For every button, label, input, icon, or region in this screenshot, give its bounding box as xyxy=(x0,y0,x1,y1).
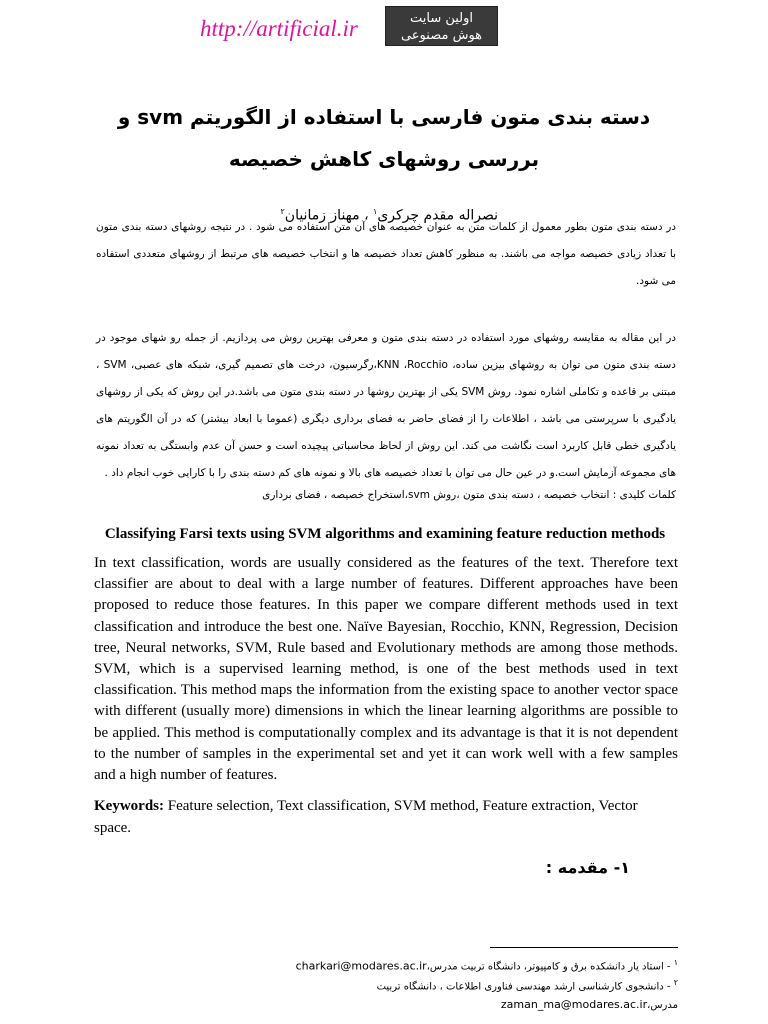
author-1-mark: ۱ xyxy=(373,207,378,216)
author-2-mark: ۲ xyxy=(280,207,285,216)
abstract-fa-paragraph-1: در دسته بندی متون بطور معمول از کلمات متن به عنوان خصیصه های آن متن استفاده می شود . در نتیجه روشهای دسته بندی متون با تعداد زیادی خصیصه مواجه می باشند. به منظور کاهش تعداد خصیصه ها و انتخاب خصیصه های مرتبط از روشهای متعددی استفاده می شود. xyxy=(96,221,676,287)
footnote-2-email[interactable]: zaman_ma@modares.ac.ir xyxy=(500,998,648,1012)
footnote-1-email[interactable]: charkari@modares.ac.ir xyxy=(295,959,427,973)
paper-title-en: Classifying Farsi texts using SVM algorithms and examining feature reduction methods xyxy=(104,526,666,542)
keywords-en xyxy=(94,796,678,840)
site-logo-badge xyxy=(385,6,498,46)
footnote-divider xyxy=(490,947,678,948)
badge-line-1: اولین سایت xyxy=(409,11,474,26)
badge-line-2: هوش مصنوعی xyxy=(400,28,483,43)
keywords-en-text: Feature selection, Text classification, SVM method, Feature extraction, Vector space. xyxy=(94,798,638,836)
author-2: ، مهناز زمانیان xyxy=(284,207,374,224)
section-heading-introduction: ۱- مقدمه : xyxy=(545,858,630,877)
abstract-en: In text classification, words are usually considered as the features of the text. Therefore text classifier are about to deal with a large number of features. Different approaches have been proposed to reduce those features. In this paper we compare different methods used in text classification and introduce the best one. Naïve Bayesian, Rocchio, KNN, Regression, Decision tree, Neural networks, SVM, Rule based and Evolutionary methods are among those methods. SVM, which is a supervised learning method, is one of the best methods used in text classification. This method maps the information from the existing space to another vector space with different (usually more) dimensions in which the linear learning algorithms are possible to be applied. This method is computationally complex and its advantage is that it is not dependent to the number of samples in the experimental set and yet it can work well with a few samples and a high number of features. xyxy=(94,555,678,784)
footnote-1-mark: ۱ xyxy=(673,958,678,967)
footnote-1 xyxy=(250,954,678,976)
abstract-fa-paragraph-2: در این مقاله به مقایسه روشهای مورد استفاده در دسته بندی متون و معرفی بهترین روش می پردازیم. از جمله رو شهای موجود در دسته بندی متون می توان به روشهای بیزین ساده، KNN ،Rocchio،رگرسیون، درخت های تصمیم گیری، شبکه های عصبی، SVM ، مبتنی بر قاعده و تکاملی اشاره نمود. روش SVM یکی از بهترین روشها در دسته بندی متون می باشد.در این روش که یکی از روشهای یادگیری با سرپرستی می باشد ، اطلاعات را از فضای حاضر به فضای برداری دیگری (عموما با ابعاد بیشتر) که در آن الگوریتم های یادگیری خطی قابل کاربرد است نگاشت می کند. این روش از لحاظ محاسباتی پیچیده است و حسن آن عدم وابستگی به تعداد نمونه های مجموعه آزمایش است.و در عین حال می توان با تعداد خصیصه های بالا و نمونه های کم دسته بندی را با کارایی خوب انجام داد . xyxy=(96,332,677,479)
footnote-2-mark: ۲ xyxy=(673,978,678,987)
keywords-fa: کلمات کلیدی : انتخاب خصیصه ، دسته بندی متون ،روش svm،استخراج خصیصه ، فضای برداری xyxy=(262,489,676,501)
keywords-en-label: Keywords: xyxy=(94,798,164,814)
footnote-1-text: - استاد یار دانشکده برق و کامپیوتر، دانشگاه تربیت مدرس، xyxy=(426,961,674,973)
author-1: نصراله مقدم چرکری xyxy=(377,207,498,224)
footnote-2-text: - دانشجوی کارشناسی ارشد مهندسی فناوری اطلاعات ، دانشگاه تربیت مدرس، xyxy=(376,981,678,1012)
footnote-2 xyxy=(250,974,678,1012)
site-url[interactable]: http://artificial.ir xyxy=(200,16,358,41)
paper-title-fa: دسته بندی متون فارسی با استفاده از الگوریتم svm و بررسی روشهای کاهش خصیصه xyxy=(117,105,651,171)
